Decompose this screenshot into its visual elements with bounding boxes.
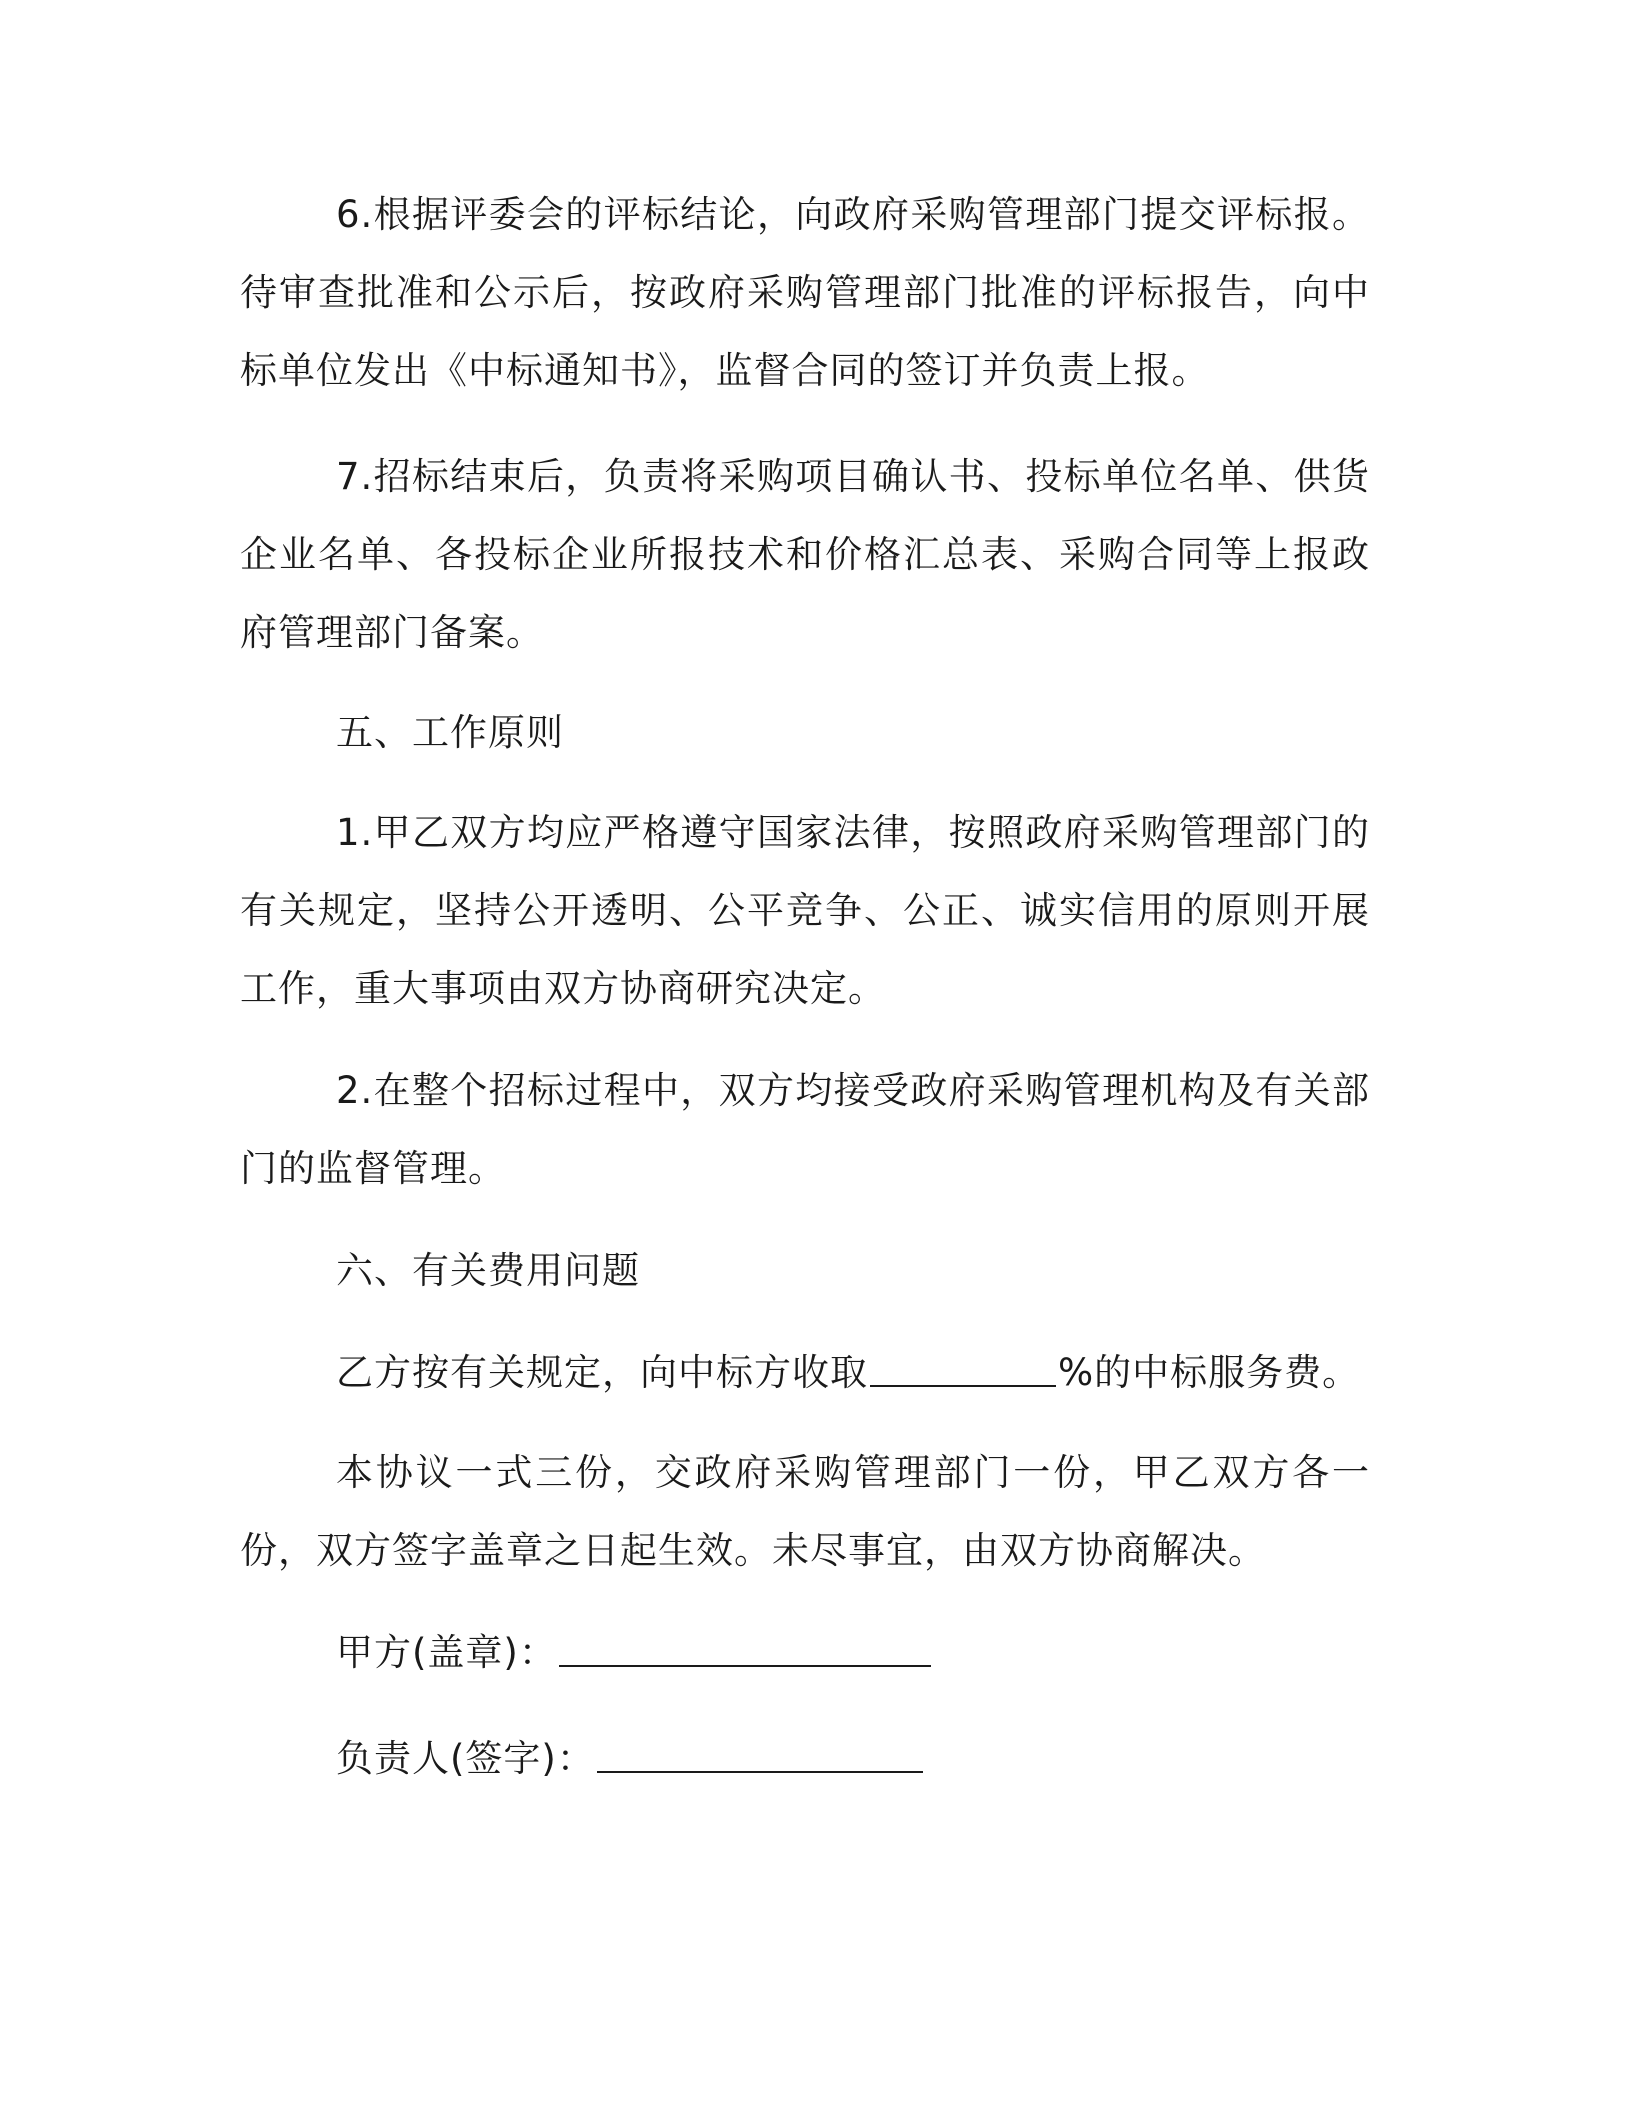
party-a-label: 甲方(盖章)：: [336, 1631, 557, 1674]
paragraph-item-6: 6.根据评委会的评标结论，向政府采购管理部门提交评标报。待审查批准和公示后，按政府采购管理部门批准的评标报告，向中标单位发出《中标通知书》，监督合同的签订并负责上报。: [240, 193, 1370, 392]
principle-item-2: 2.在整个招标过程中，双方均接受政府采购管理机构及有关部门的监督管理。: [240, 1069, 1370, 1190]
fee-text-suffix: %的中标服务费。: [1058, 1351, 1361, 1394]
agreement-paragraph: 本协议一式三份，交政府采购管理部门一份，甲乙双方各一份，双方签字盖章之日起生效。未尽事宜，由双方协商解决。: [240, 1451, 1370, 1572]
party-a-seal-blank[interactable]: [559, 1635, 931, 1667]
fee-text-prefix: 乙方按有关规定，向中标方收取: [336, 1351, 868, 1394]
responsible-person-label: 负责人(签字)：: [336, 1737, 595, 1780]
paragraph-item-7: 7.招标结束后，负责将采购项目确认书、投标单位名单、供货企业名单、各投标企业所报技术和价格汇总表、采购合同等上报政府管理部门备案。: [240, 455, 1370, 654]
section-heading-fees: 六、有关费用问题: [336, 1249, 640, 1292]
responsible-person-signature-line: [336, 1720, 925, 1798]
party-a-signature-line: [336, 1614, 933, 1692]
fee-line: [336, 1334, 1360, 1412]
responsible-person-signature-blank[interactable]: [597, 1741, 923, 1773]
principle-item-1: 1.甲乙双方均应严格遵守国家法律，按照政府采购管理部门的有关规定，坚持公开透明、公平竞争、公正、诚实信用的原则开展工作，重大事项由双方协商研究决定。: [240, 811, 1370, 1010]
section-heading-work-principles: 五、工作原则: [336, 711, 564, 754]
fee-percentage-blank[interactable]: [870, 1355, 1056, 1387]
